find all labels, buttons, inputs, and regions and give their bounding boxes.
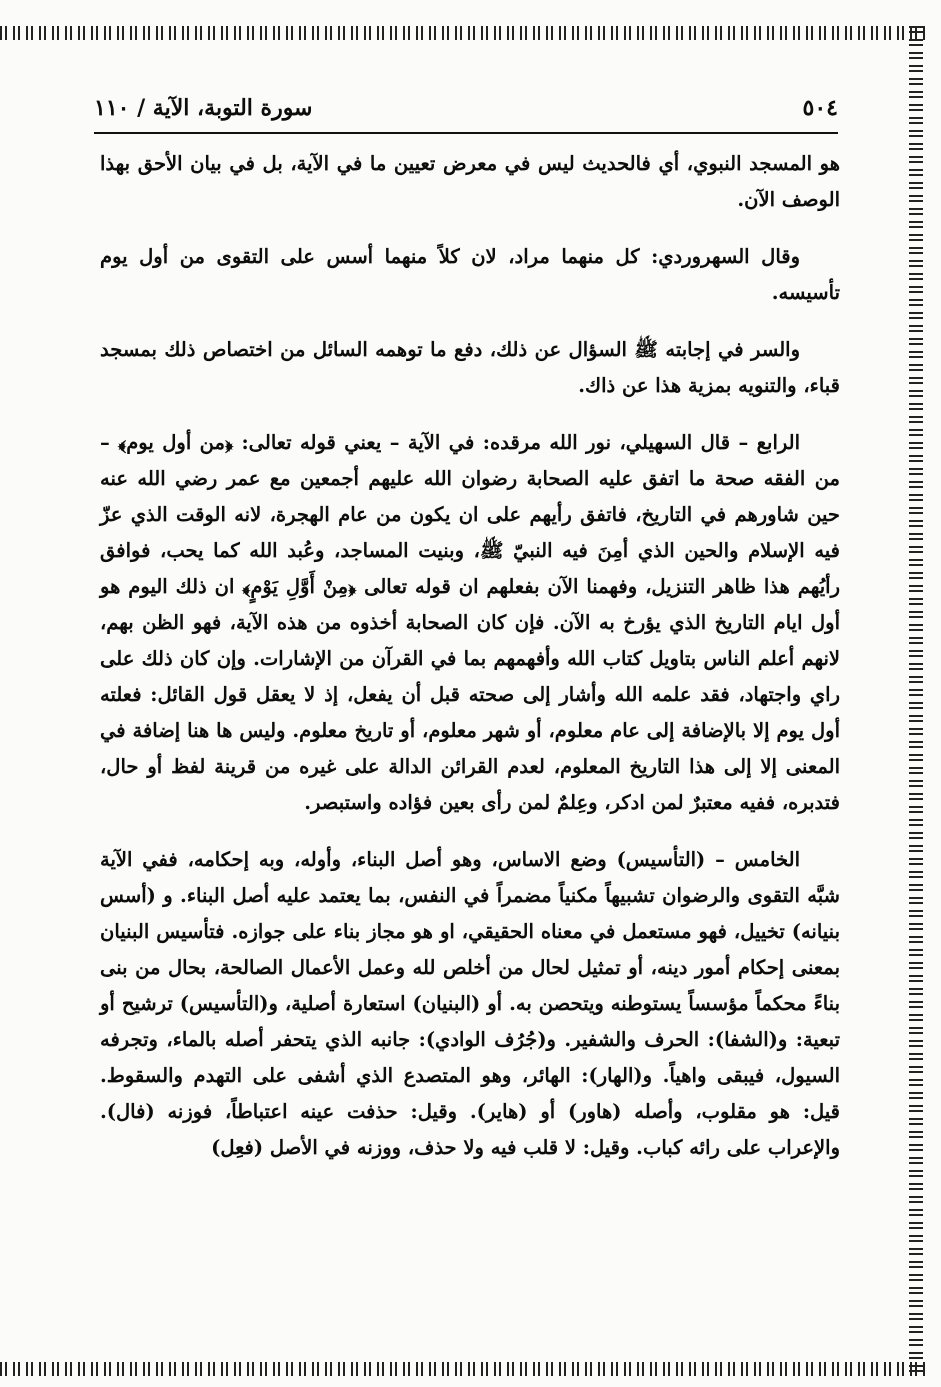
bottom-ornamental-border <box>0 1362 928 1376</box>
page-number: ٥٠٤ <box>802 95 838 121</box>
paragraph: هو المسجد النبوي، أي فالحديث ليس في معرض تعيين ما في الآية، بل في بيان الأحق بهذا الوصف الآن. <box>100 152 840 211</box>
top-ornamental-border <box>0 26 928 40</box>
paragraph: الرابع – قال السهيلي، نور الله مرقده: في الآية – يعني قوله تعالى: ﴿من أول يوم﴾ – من الفقه صحة ما اتفق عليه الصحابة رضوان الله عليهم أجمعين مع عمر رضي الله عنه حين شاورهم في التاريخ، فاتفق رأيهم على ان يكون من عام الهجرة، لانه الوقت الذي عزّ فيه الإسلام والحين الذي أمِنَ فيه النبيّ ﷺ، وبنيت المساجد، وعُبد الله كما يحب، فوافق رأيُهم هذا ظاهر التنزيل، وفهمنا الآن بفعلهم ان قوله تعالى ﴿مِنْ أَوَّلِ يَوْمٍ﴾ ان ذلك اليوم هو أول ايام التاريخ الذي يؤرخ به الآن. فإن كان الصحابة أخذوه من هذه الآية، فهو الظن بهم، لانهم أعلم الناس بتاويل كتاب الله وأفهمهم بما في القرآن من الإشارات. وإن كان ذلك على راي واجتهاد، فقد علمه الله وأشار إلى صحته قبل أن يفعل، إذ لا يعقل قول القائل: فعلته أول يوم إلا بالإضافة إلى عام معلوم، أو شهر معلوم، أو تاريخ معلوم. وليس ها هنا إضافة في المعنى إلا إلى هذا التاريخ المعلوم، لعدم القرائن الدالة على غيره من قرينة لفظ أو حال، فتدبره، ففيه معتبرٌ لمن ادكر، وعِلمٌ لمن رأى بعين فؤاده واستبصر. <box>100 431 840 814</box>
paragraph: والسر في إجابته ﷺ السؤال عن ذلك، دفع ما توهمه السائل من اختصاص ذلك بمسجد قباء، والتنويه بمزية هذا عن ذاك. <box>100 338 840 397</box>
header-rule <box>94 132 838 134</box>
paragraph: الخامس – (التأسيس) وضع الاساس، وهو أصل البناء، وأوله، وبه إحكامه، ففي الآية شبَّه التقوى والرضوان تشبيهاً مكنياً مضمراً في النفس، بما يعتمد عليه أصل البناء. و (أسس بنيانه) تخييل، فهو مستعمل في معناه الحقيقي، او هو مجاز بناء على جوازه. فتأسيس البنيان بمعنى إحكام أمور دينه، أو تمثيل لحال من أخلص لله وعمل الأعمال الصالحة، بحال من بنى بناءً محكماً مؤسساً يستوطنه ويتحصن به. أو (البنيان) استعارة أصلية، و(التأسيس) ترشيح أو تبعية: و(الشفا): الحرف والشفير. و(جُرُف الوادي): جانبه الذي يتحفر أصله بالماء، وتجرفه السيول، فيبقى واهياً. و(الهار): الهائر، وهو المتصدع الذي أشفى على التهدم والسقوط. قيل: هو مقلوب، وأصله (هاور) أو (هاير). وقيل: حذفت عينه اعتباطاً، فوزنه (فال). والإعراب على رائه كباب. وقيل: لا قلب فيه ولا حذف، ووزنه في الأصل (فعِل) <box>100 848 840 1159</box>
page-header <box>94 88 838 128</box>
right-ornamental-border <box>909 26 923 1376</box>
paragraph: وقال السهروردي: كل منهما مراد، لان كلاً منهما أسس على التقوى من أول يوم تأسيسه. <box>100 245 840 304</box>
page-body <box>100 146 840 1187</box>
running-title: سورة التوبة، الآية / ١١٠ <box>94 95 313 121</box>
